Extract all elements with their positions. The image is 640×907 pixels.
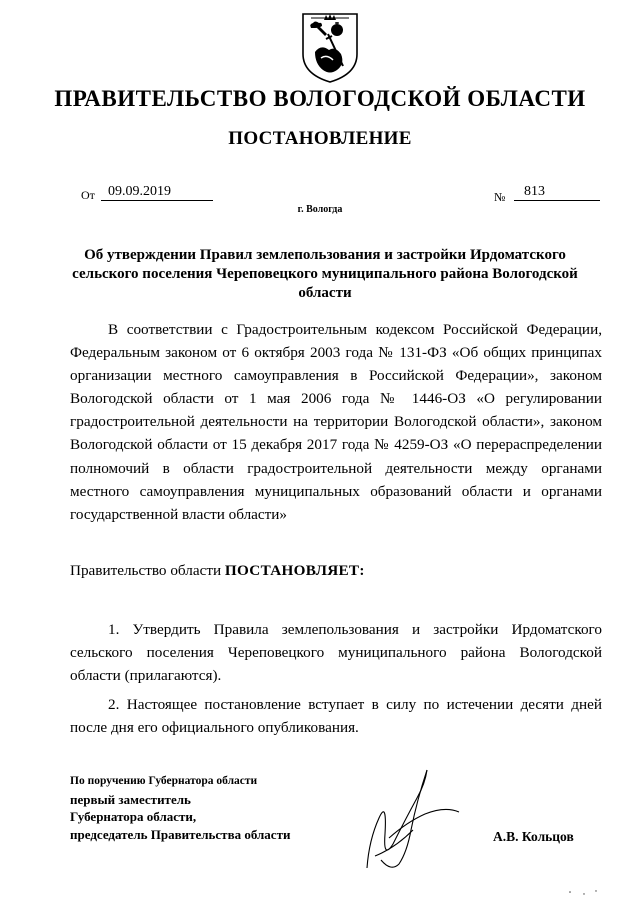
scan-artifact [560,882,610,902]
signer-line-4: председатель Правительства области [70,826,291,842]
signer-line-2: первый заместитель [70,791,191,807]
resolves-line [70,562,365,580]
resolves-word: ПОСТАНОВЛЯЕТ: [224,562,365,579]
government-title: ПРАВИТЕЛЬСТВО ВОЛОГОДСКОЙ ОБЛАСТИ [54,86,586,111]
signer-line-1: По поручению Губернатора области [70,775,258,787]
document-date: 09.09.2019 [108,184,171,199]
number-sign: № [494,190,506,204]
preamble-paragraph: В соответствии с Градостроительным кодексом Российской Федерации, Федеральным законом от 6 октября 2003 года № 131-ФЗ «Об общих принципах организации местного самоуправления в Российской Федерации», законом Вологодской области от 1 мая 2006 года № 1446-ОЗ «О регулировании градостроительной деятельности на территории Вологодской области», законом Вологодской области от 15 декабря 2017 года № 4259-ОЗ «О перераспределении полномочий в области градостроительной деятельности между органами местного самоуправления муниципальных образований области и органами государственной власти области» [70,321,602,523]
signer-name: А.В. Кольцов [493,829,574,844]
document-type: ПОСТАНОВЛЕНИЕ [228,128,412,149]
handwritten-signature [355,760,475,880]
city: г. Вологда [297,204,343,215]
resolution-item-2: 2. Настоящее постановление вступает в силу по истечении десяти дней после дня его официального опубликования. [70,696,602,737]
document-subject: Об утверждении Правил землепользования и застройки Ирдоматского сельского поселения Череповецкого муниципального района Вологодской области [72,247,578,301]
coat-of-arms-emblem [297,8,363,86]
document-number: 813 [524,184,545,199]
date-prefix: От [81,188,95,202]
resolution-item-1: 1. Утвердить Правила землепользования и застройки Ирдоматского сельского поселения Череповецкого муниципального района Вологодской области (прилагаются). [70,621,602,685]
resolves-prefix: Правительство области [70,562,222,579]
signer-line-3: Губернатора области, [70,809,197,824]
signer-position [70,773,350,843]
